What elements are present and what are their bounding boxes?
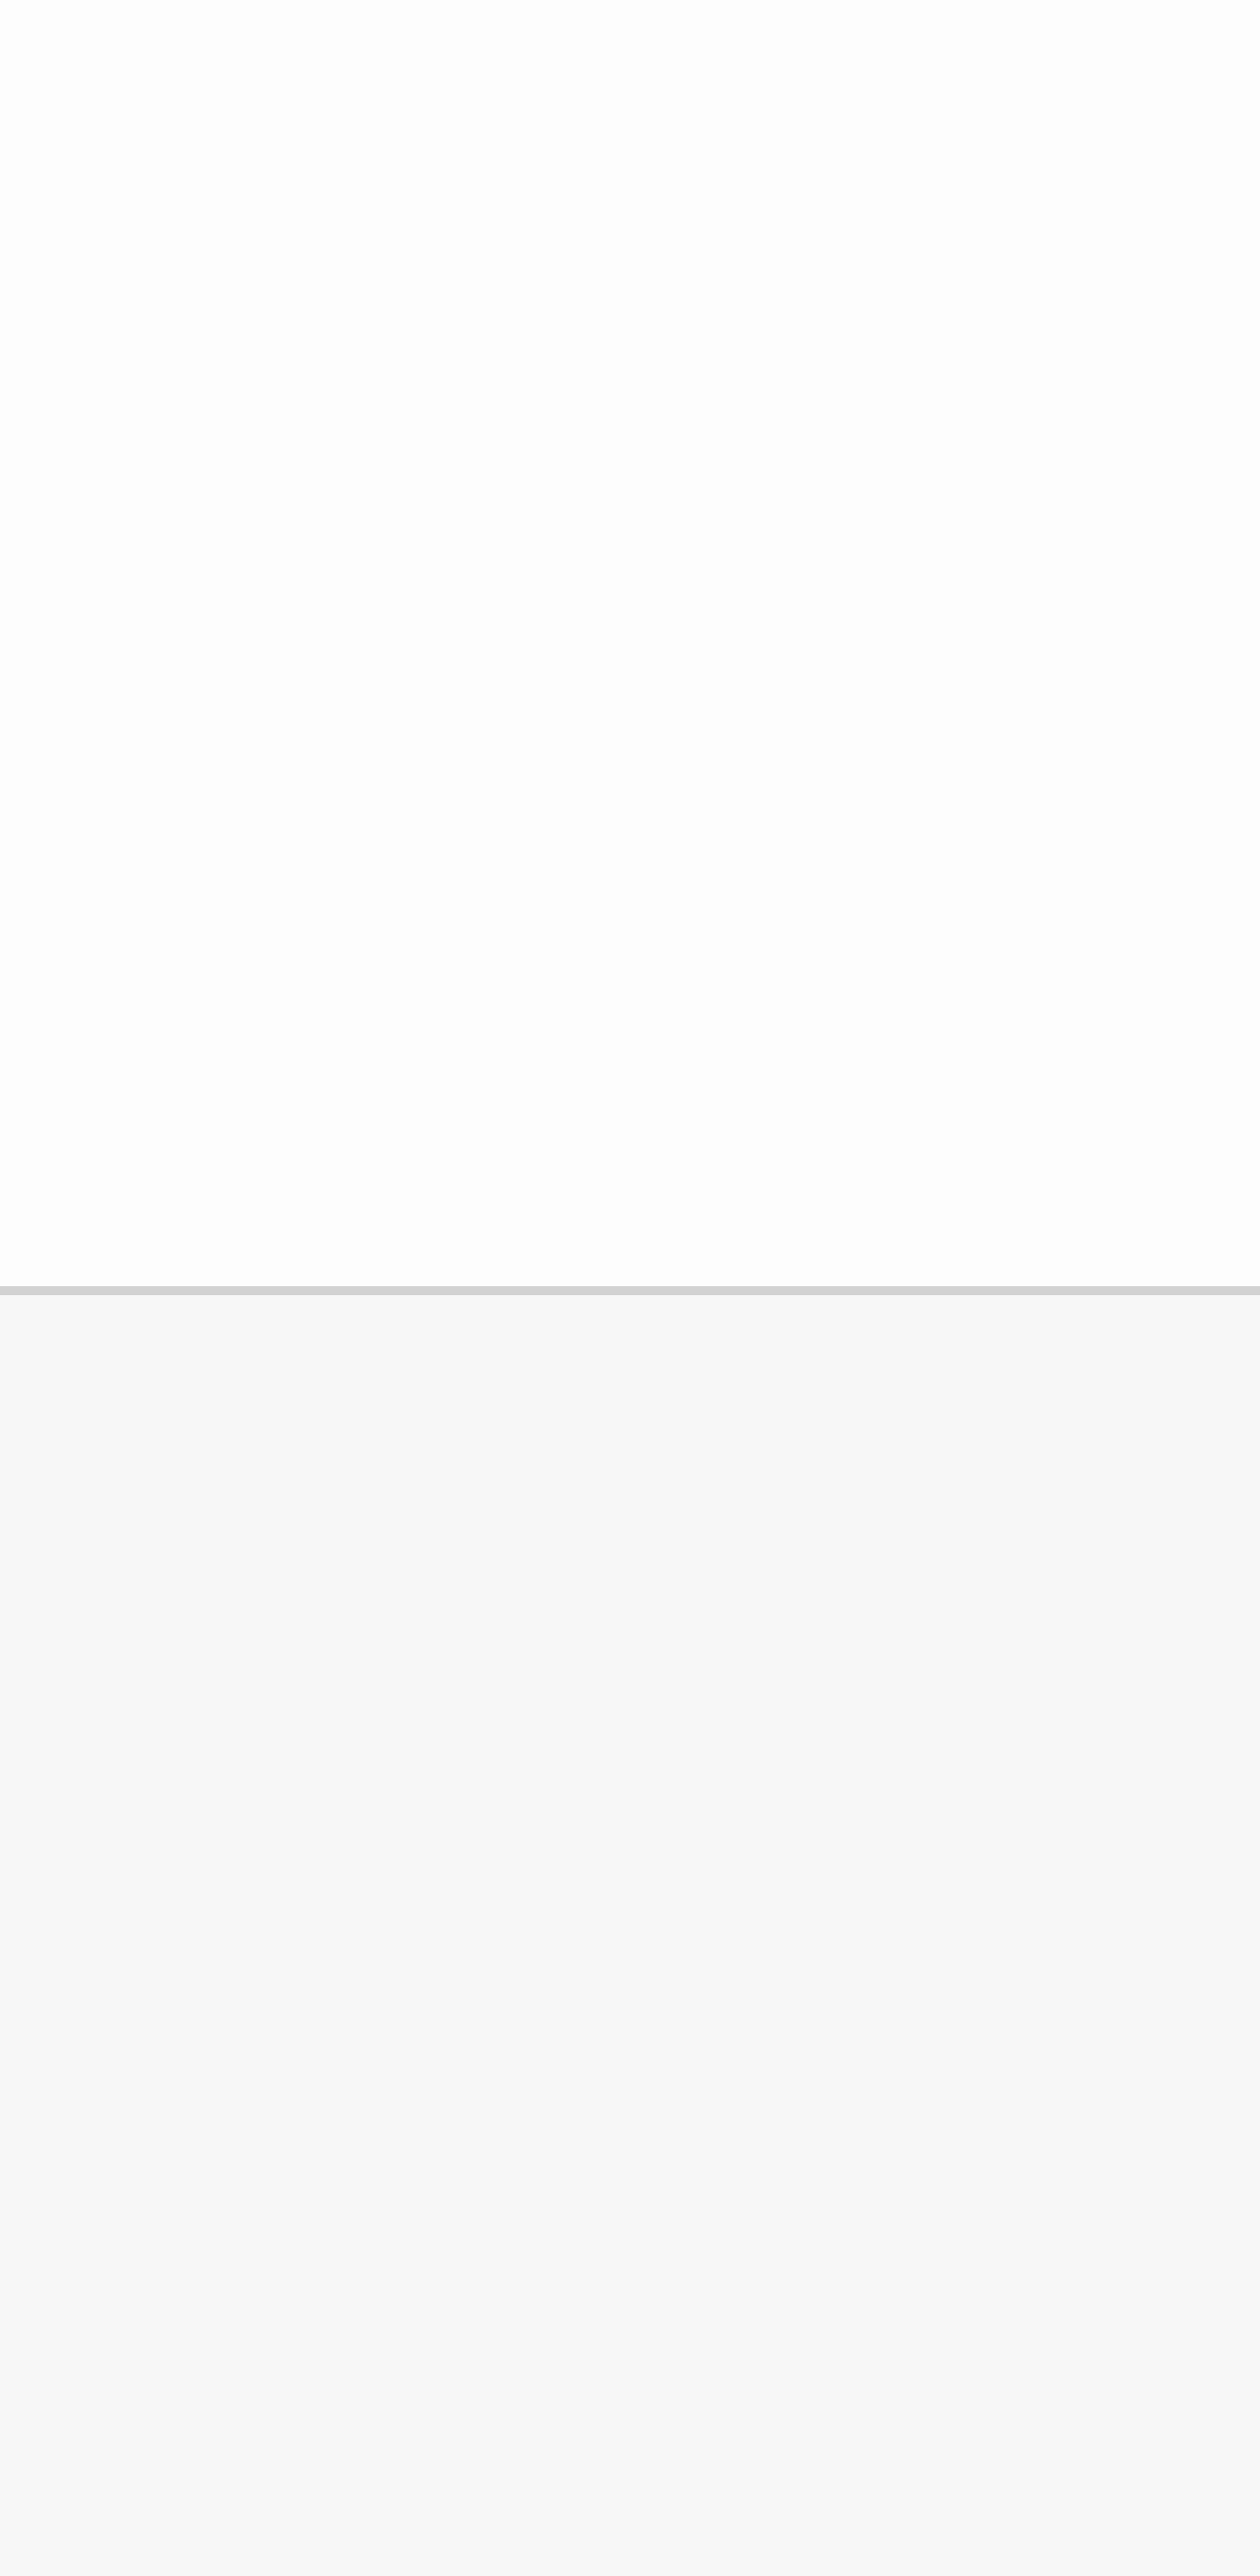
liner-notes-rotated-content bbox=[0, 1295, 1260, 2576]
booklet-fold bbox=[0, 1286, 1260, 1295]
booklet-credits-panel bbox=[0, 0, 1260, 1286]
credits-rotated-content bbox=[0, 0, 1260, 1286]
liner-notes-panel bbox=[0, 1295, 1260, 2576]
